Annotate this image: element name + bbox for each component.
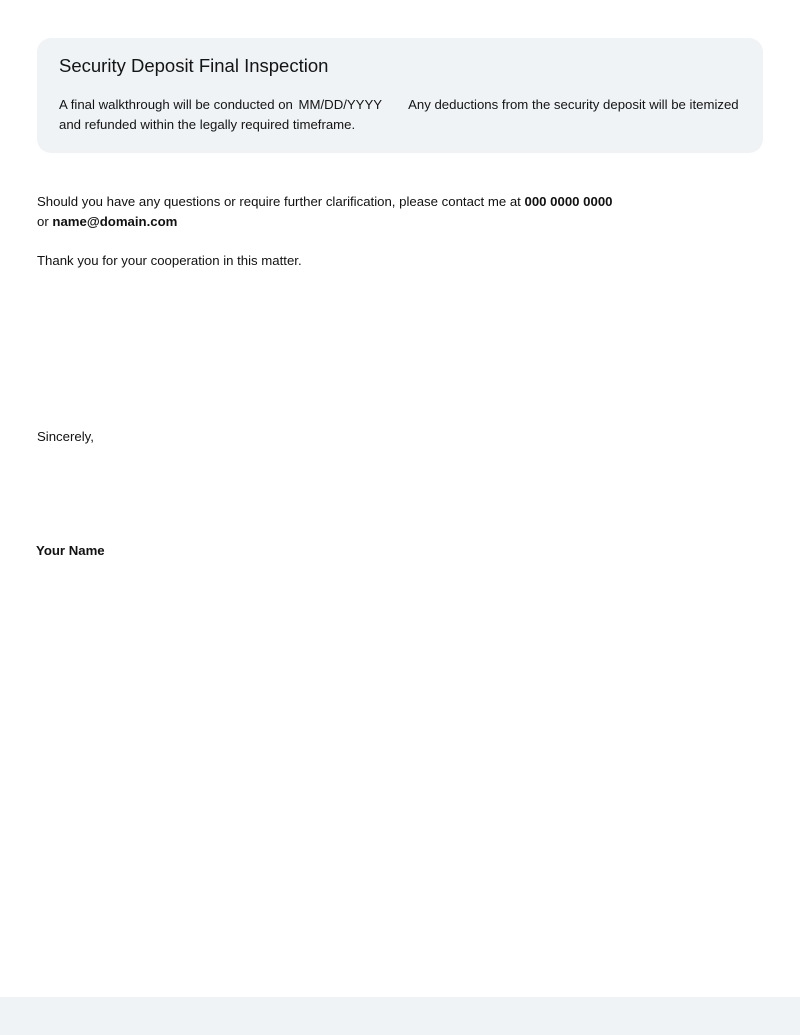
walkthrough-text: A final walkthrough will be conducted on	[59, 97, 293, 112]
contact-text: Should you have any questions or require further clarification, please contact me at	[37, 194, 521, 209]
footer-band	[0, 997, 800, 1035]
thanks-text: Thank you for your cooperation in this matter.	[37, 253, 302, 268]
signature-name[interactable]: Your Name	[36, 543, 105, 558]
email-address[interactable]: name@domain.com	[52, 214, 178, 229]
or-text: or	[37, 214, 49, 229]
closing-salutation: Sincerely,	[37, 429, 94, 444]
deductions-text: Any deductions from the security deposit will be itemized and refunded within the legally required timeframe.	[59, 97, 739, 132]
phone-number[interactable]: 000 0000 0000	[524, 194, 613, 209]
walkthrough-date-field[interactable]: MM/DD/YYYY	[298, 97, 383, 112]
contact-paragraph	[37, 192, 763, 232]
inspection-paragraph	[59, 95, 741, 135]
inspection-title: Security Deposit Final Inspection	[59, 55, 329, 76]
inspection-box	[37, 38, 763, 153]
